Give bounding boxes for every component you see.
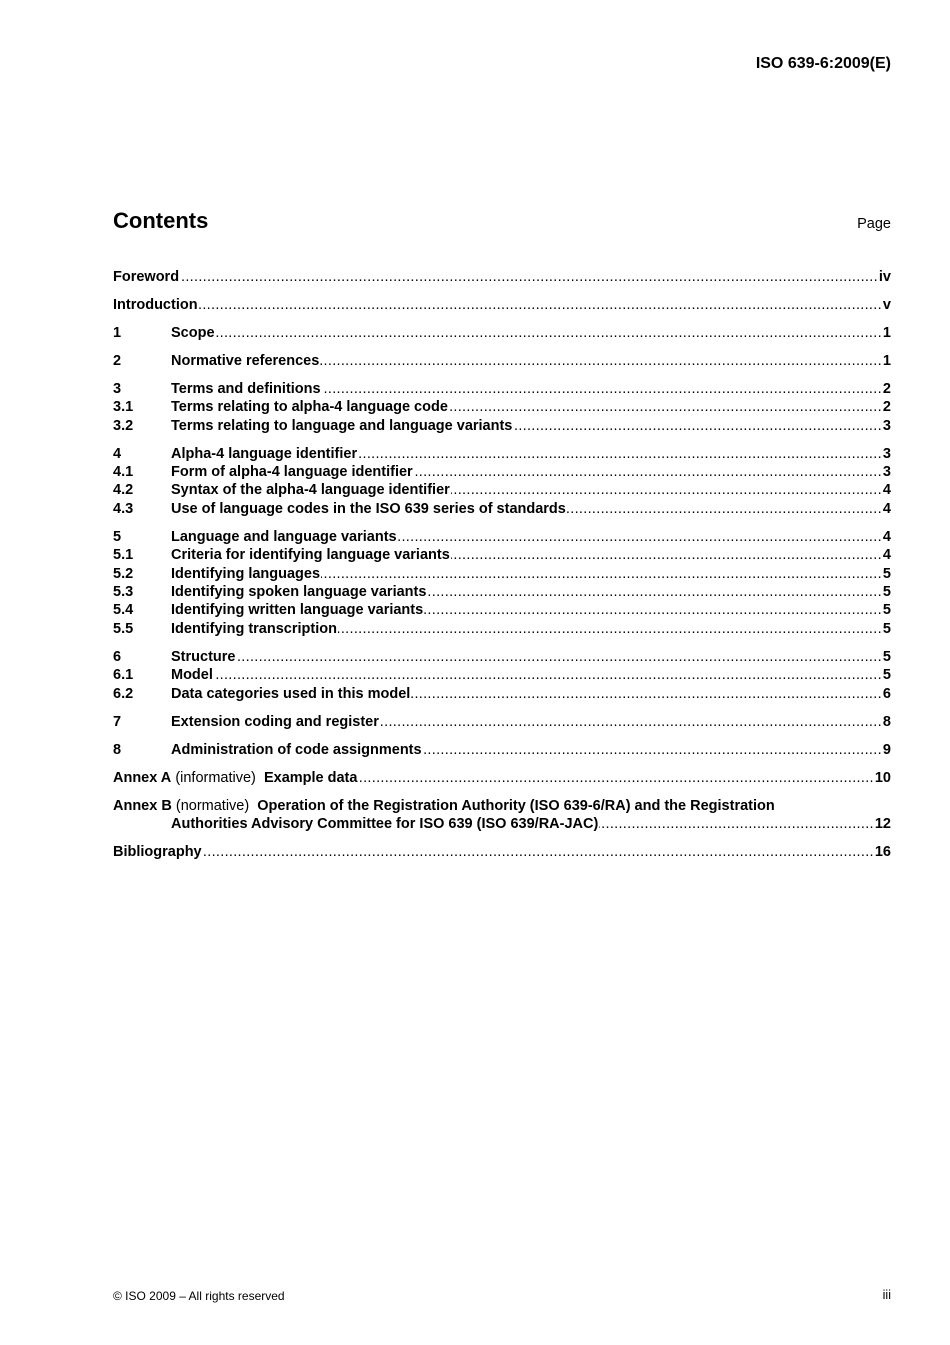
toc-group bbox=[113, 648, 891, 703]
toc-entry[interactable] bbox=[113, 601, 891, 619]
entry-title[interactable]: Example data bbox=[263, 769, 358, 786]
dot-leader bbox=[411, 685, 882, 703]
entry-title[interactable]: Operation of the Registration Authority (ISO 639-6/RA) and the Registration bbox=[257, 797, 775, 814]
dot-leader bbox=[423, 741, 882, 759]
entry-page: 1 bbox=[882, 352, 891, 369]
page-number: iii bbox=[882, 1288, 891, 1302]
section-number: 4.1 bbox=[113, 464, 134, 481]
entry-page: 4 bbox=[882, 482, 891, 499]
dot-leader bbox=[424, 601, 882, 619]
toc-group bbox=[113, 528, 891, 638]
entry-page: 12 bbox=[874, 815, 891, 832]
entry-title[interactable]: Syntax of the alpha-4 language identifier bbox=[171, 482, 450, 499]
entry-page: 5 bbox=[882, 584, 891, 601]
dot-leader bbox=[567, 500, 882, 518]
entry-title[interactable]: Foreword bbox=[113, 269, 180, 285]
toc-annex-entry-continued[interactable] bbox=[113, 815, 891, 833]
entry-title-continued[interactable]: Authorities Advisory Committee for ISO 639 (ISO 639/RA-JAC) bbox=[171, 815, 599, 832]
dot-leader bbox=[513, 417, 882, 435]
entry-title[interactable]: Administration of code assignments bbox=[171, 741, 422, 758]
toc-group bbox=[113, 843, 891, 861]
toc-entry[interactable] bbox=[113, 296, 891, 314]
entry-page: 10 bbox=[874, 769, 891, 786]
section-number: 5 bbox=[113, 528, 122, 545]
entry-title[interactable]: Normative references bbox=[171, 352, 320, 369]
dot-leader bbox=[599, 815, 874, 833]
dot-leader bbox=[358, 769, 873, 787]
toc-group bbox=[113, 713, 891, 731]
entry-page: 5 bbox=[882, 620, 891, 637]
section-number: 4.3 bbox=[113, 500, 134, 517]
entry-title[interactable]: Structure bbox=[171, 648, 236, 665]
toc-entry[interactable] bbox=[113, 741, 891, 759]
entry-title[interactable]: Identifying transcription bbox=[171, 620, 337, 637]
dot-leader bbox=[199, 296, 882, 314]
entry-title[interactable]: Form of alpha-4 language identifier bbox=[171, 464, 413, 481]
document-id-header: ISO 639-6:2009(E) bbox=[755, 55, 891, 72]
toc-entry[interactable] bbox=[113, 648, 891, 666]
copyright-footer: © ISO 2009 – All rights reserved bbox=[113, 1289, 285, 1303]
toc-entry[interactable] bbox=[113, 666, 891, 684]
entry-page: 3 bbox=[882, 464, 891, 481]
section-number: 3.2 bbox=[113, 417, 134, 434]
toc-entry[interactable] bbox=[113, 445, 891, 463]
entry-title[interactable]: Introduction bbox=[113, 296, 198, 313]
toc-entry[interactable] bbox=[113, 620, 891, 638]
toc-group bbox=[113, 352, 891, 370]
toc-group bbox=[113, 268, 891, 286]
toc-group bbox=[113, 445, 891, 519]
entry-title[interactable]: Alpha-4 language identifier bbox=[171, 445, 358, 462]
entry-page: 4 bbox=[882, 500, 891, 517]
entry-title[interactable]: Terms relating to alpha-4 language code bbox=[171, 399, 448, 416]
toc-entry[interactable] bbox=[113, 463, 891, 481]
dot-leader bbox=[321, 565, 882, 583]
toc-entry[interactable] bbox=[113, 528, 891, 546]
dot-leader bbox=[398, 528, 882, 546]
section-number: 5.2 bbox=[113, 565, 134, 582]
section-number: 5.5 bbox=[113, 620, 134, 637]
contents-title: Contents bbox=[113, 208, 209, 233]
dot-leader bbox=[214, 666, 882, 684]
toc-group bbox=[113, 769, 891, 787]
section-number: 1 bbox=[113, 324, 122, 341]
dot-leader bbox=[338, 620, 882, 638]
entry-page: 3 bbox=[882, 417, 891, 434]
entry-page: 2 bbox=[882, 399, 891, 416]
entry-title[interactable]: Identifying written language variants bbox=[171, 602, 424, 619]
entry-title[interactable]: Use of language codes in the ISO 639 series of standards bbox=[171, 500, 566, 517]
section-number: 5.4 bbox=[113, 602, 134, 619]
toc-entry[interactable] bbox=[113, 583, 891, 601]
toc-entry[interactable] bbox=[113, 380, 891, 398]
toc-entry[interactable] bbox=[113, 843, 891, 861]
entry-page: 3 bbox=[882, 445, 891, 462]
toc-group bbox=[113, 380, 891, 435]
entry-page: 8 bbox=[882, 713, 891, 730]
section-number: 6.1 bbox=[113, 667, 134, 684]
section-number: 3 bbox=[113, 380, 122, 397]
entry-page: 5 bbox=[882, 667, 891, 684]
section-number: 8 bbox=[113, 741, 122, 758]
dot-leader bbox=[216, 324, 882, 342]
toc-group bbox=[113, 741, 891, 759]
toc-entry[interactable] bbox=[113, 713, 891, 731]
entry-title[interactable]: Model bbox=[171, 667, 213, 684]
entry-page: 1 bbox=[882, 324, 891, 341]
toc-entry[interactable] bbox=[113, 481, 891, 499]
toc-entry[interactable] bbox=[113, 685, 891, 703]
entry-title[interactable]: Extension coding and register bbox=[171, 713, 379, 730]
toc-entry[interactable] bbox=[113, 398, 891, 416]
entry-page: iv bbox=[878, 269, 891, 285]
annex-kind: (informative) bbox=[175, 769, 256, 786]
entry-title[interactable]: Identifying languages bbox=[171, 565, 321, 582]
entry-title[interactable]: Scope bbox=[171, 324, 215, 341]
toc-entry[interactable] bbox=[113, 546, 891, 564]
page-column-label: Page bbox=[857, 216, 891, 232]
entry-title[interactable]: Data categories used in this model bbox=[171, 685, 411, 702]
toc-annex-entry[interactable] bbox=[113, 797, 891, 815]
section-number: 6 bbox=[113, 648, 122, 665]
entry-title[interactable]: Identifying spoken language variants bbox=[171, 584, 427, 601]
annex-label[interactable]: Annex A bbox=[113, 769, 172, 786]
entry-title[interactable]: Terms and definitions bbox=[171, 380, 321, 397]
dot-leader bbox=[180, 268, 878, 286]
dot-leader bbox=[203, 843, 874, 861]
entry-page: 5 bbox=[882, 565, 891, 582]
table-of-contents bbox=[113, 268, 891, 871]
dot-leader bbox=[451, 546, 882, 564]
toc-annex-entry[interactable] bbox=[113, 769, 891, 787]
toc-entry[interactable] bbox=[113, 324, 891, 342]
section-number: 6.2 bbox=[113, 685, 134, 702]
toc-group bbox=[113, 296, 891, 314]
entry-page: 6 bbox=[882, 685, 891, 702]
dot-leader bbox=[449, 398, 882, 416]
entry-title[interactable]: Terms relating to language and language variants bbox=[171, 417, 513, 434]
toc-entry[interactable] bbox=[113, 500, 891, 518]
section-number: 2 bbox=[113, 352, 122, 369]
entry-page: 16 bbox=[874, 843, 891, 860]
section-number: 7 bbox=[113, 713, 122, 730]
dot-leader bbox=[358, 445, 882, 463]
toc-entry[interactable] bbox=[113, 352, 891, 370]
section-number: 4.2 bbox=[113, 482, 134, 499]
entry-title[interactable]: Bibliography bbox=[113, 843, 202, 860]
annex-label[interactable]: Annex B bbox=[113, 797, 172, 814]
section-number: 4 bbox=[113, 445, 122, 462]
section-number: 5.3 bbox=[113, 584, 134, 601]
dot-leader bbox=[414, 463, 882, 481]
toc-group bbox=[113, 324, 891, 342]
toc-entry[interactable] bbox=[113, 565, 891, 583]
dot-leader bbox=[236, 648, 881, 666]
annex-kind: (normative) bbox=[175, 797, 250, 814]
entry-page: 4 bbox=[882, 528, 891, 545]
entry-page: 2 bbox=[882, 380, 891, 397]
dot-leader bbox=[427, 583, 882, 601]
dot-leader bbox=[451, 481, 882, 499]
dot-leader bbox=[380, 713, 882, 731]
entry-page: v bbox=[882, 296, 891, 313]
entry-title[interactable]: Criteria for identifying language variants bbox=[171, 547, 450, 564]
dot-leader bbox=[320, 352, 882, 370]
entry-page: 9 bbox=[882, 741, 891, 758]
entry-page: 5 bbox=[882, 648, 891, 665]
toc-group bbox=[113, 797, 891, 834]
section-number: 5.1 bbox=[113, 547, 134, 564]
entry-page: 5 bbox=[882, 602, 891, 619]
toc-entry[interactable] bbox=[113, 417, 891, 435]
entry-page: 4 bbox=[882, 547, 891, 564]
section-number: 3.1 bbox=[113, 399, 134, 416]
dot-leader bbox=[322, 380, 882, 398]
entry-title[interactable]: Language and language variants bbox=[171, 528, 397, 545]
toc-entry[interactable] bbox=[113, 268, 891, 286]
